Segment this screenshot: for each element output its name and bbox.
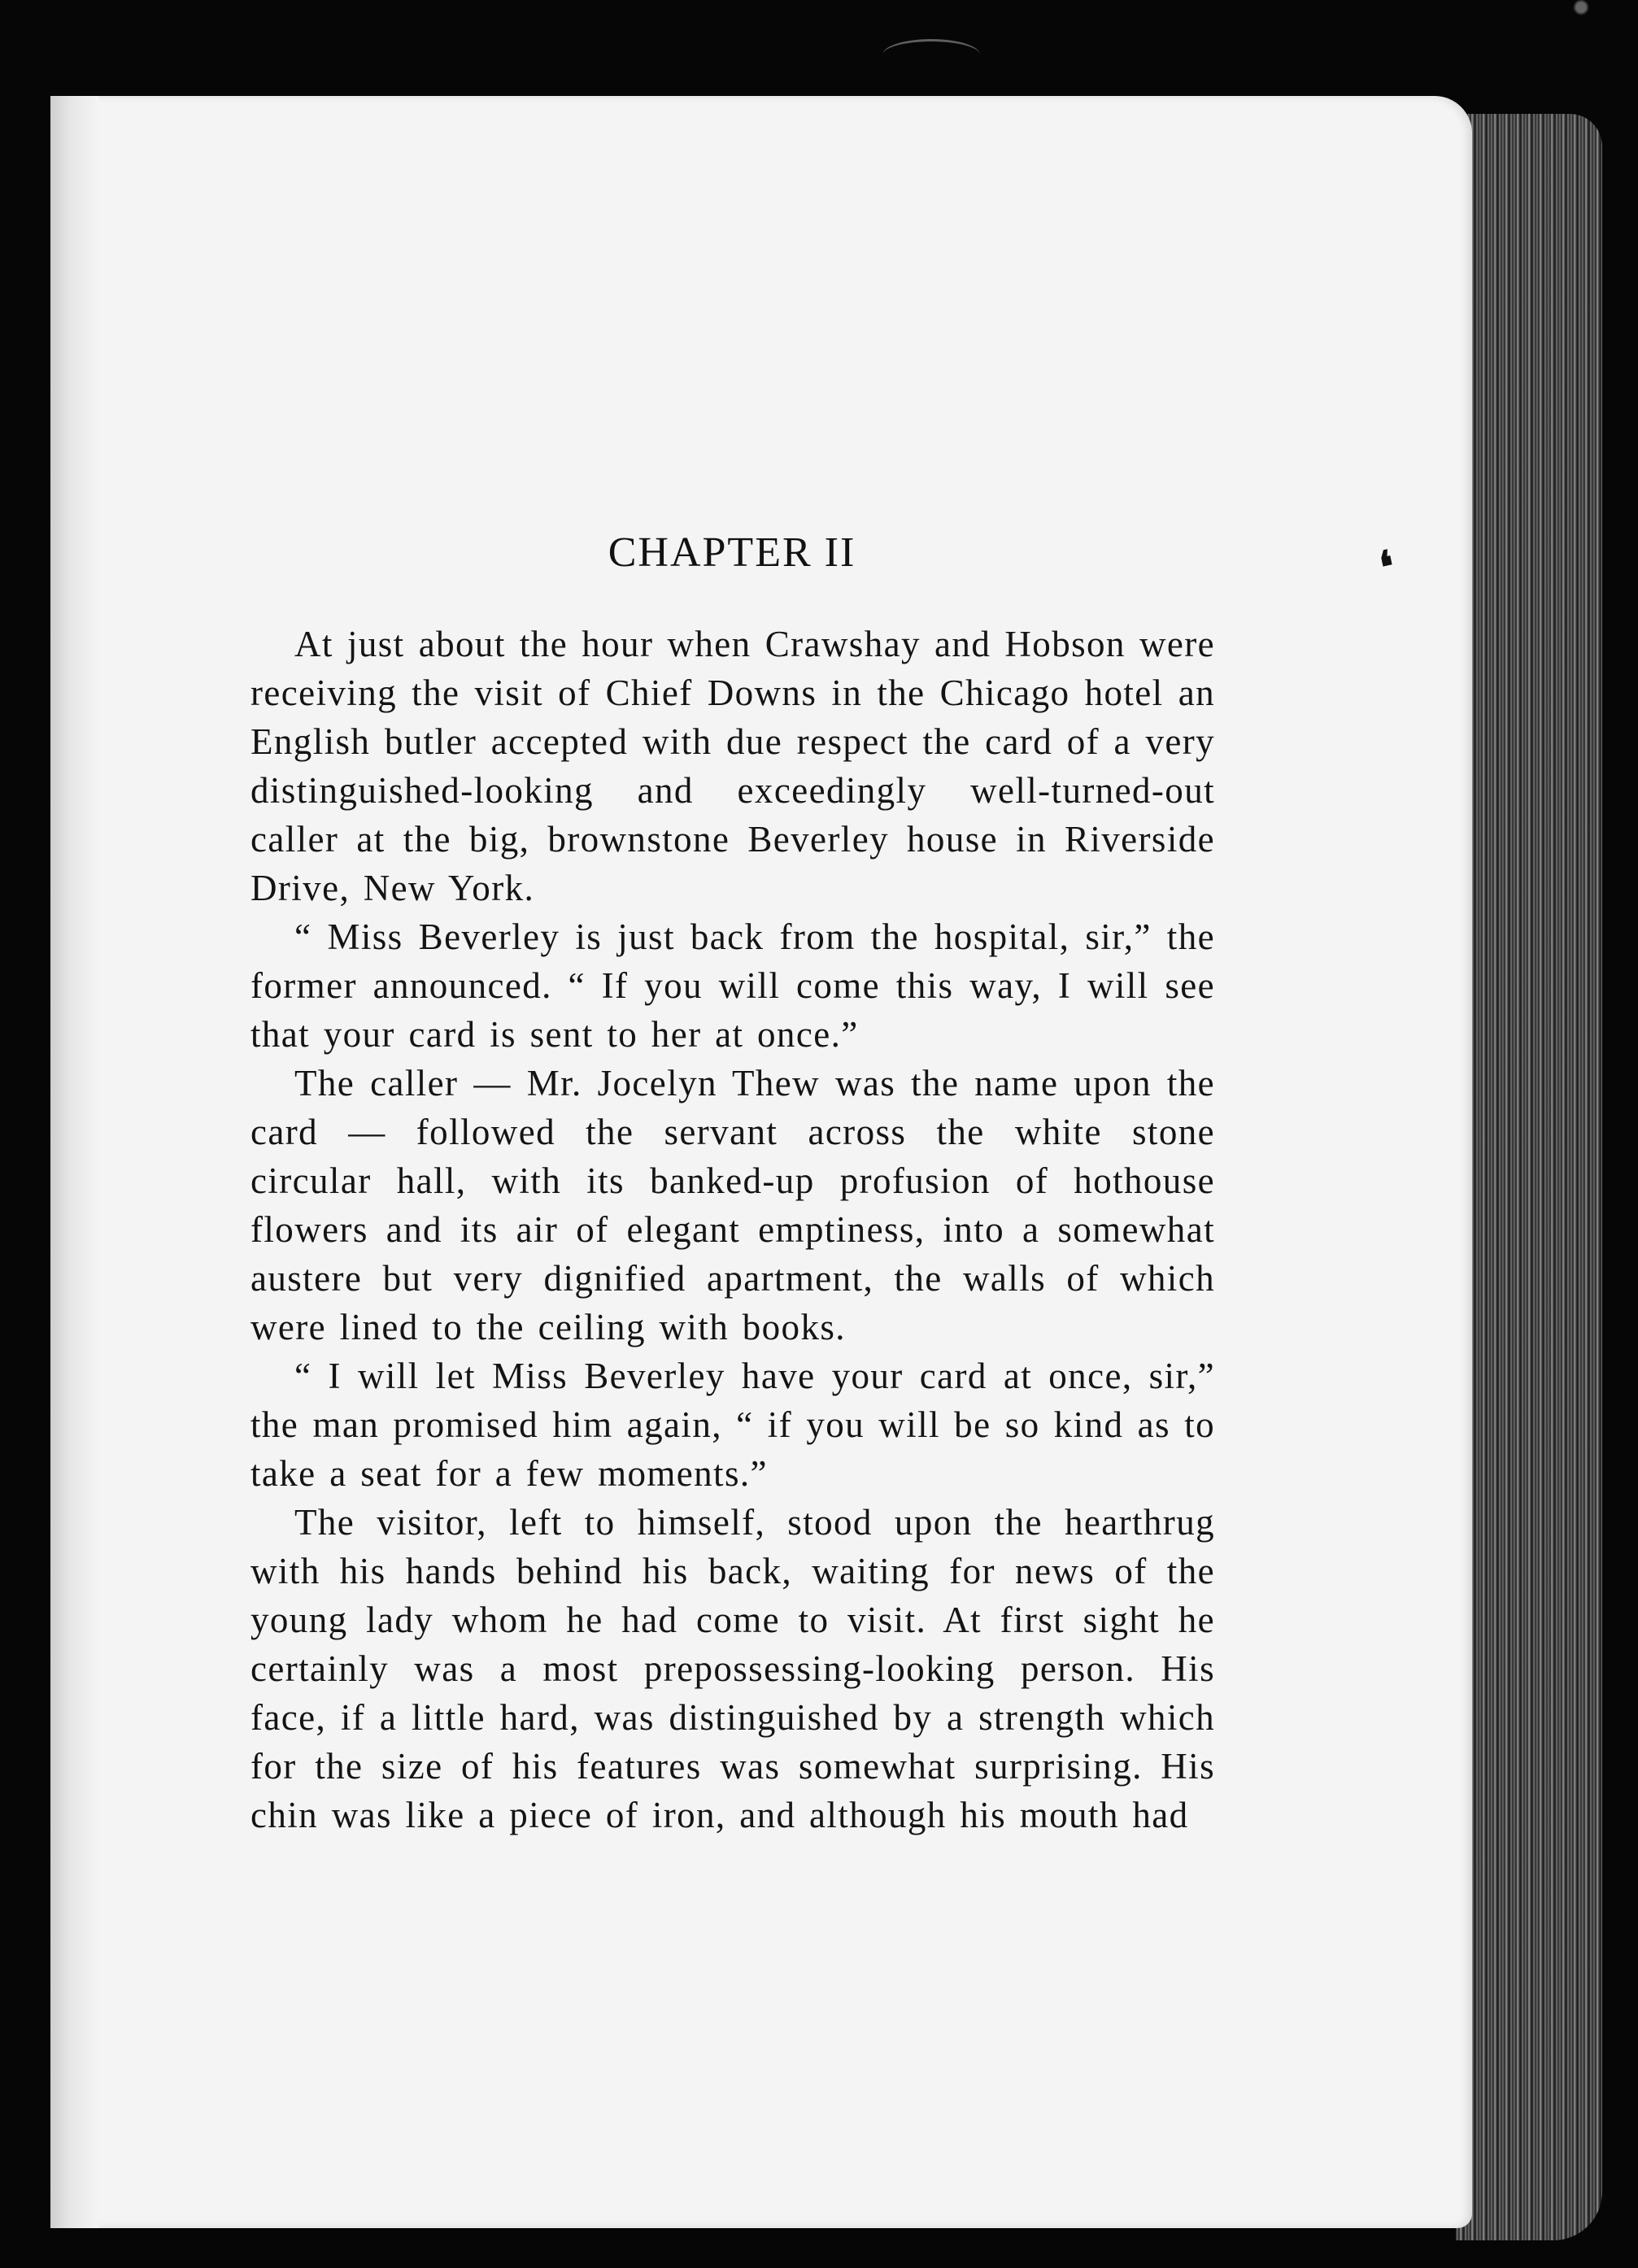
page-gutter [50,96,99,2228]
paragraph: At just about the hour when Crawshay and Hobson were receiving the visit of Chief Downs in the Chicago hotel an English butler accepted with due respect the card of a very distinguished-looking and exceedingly well-turned-out caller at the big, brownstone Beverley house in Riverside Drive, New York. [250,624,1215,908]
scan-artifact [882,39,980,71]
scan-artifact [1557,0,1605,24]
paragraph: The visitor, left to himself, stood upon the hearthrug with his hands behind his back, waiting for news of the young lady whom he had come to visit. At first sight he certainly was a most prepossessing-looking person. His face, if a little hard, was distinguished by a strength which for the size of his features was somewhat surprising. His chin was like a piece of iron, and although his mouth had [250,1502,1215,1835]
paragraph: The caller — Mr. Jocelyn Thew was the name upon the card — followed the servant across the white stone circular hall, with its banked-up profusion of hothouse flowers and its air of elegant emptiness, into a somewhat austere but very dignified apartment, the walls of which were lined to the ceiling with books. [250,1063,1215,1347]
page-edges [1456,114,1602,2240]
paragraph: “ Miss Beverley is just back from the hospital, sir,” the former announced. “ If you will come this way, I will see that your card is sent to her at once.” [250,916,1215,1055]
chapter-title: CHAPTER II [608,529,856,576]
margin-mark: ❛ [1374,539,1400,594]
paragraph: “ I will let Miss Beverley have your card at once, sir,” the man promised him again, “ if you will be so kind as to take a seat for a few moments.” [250,1356,1215,1494]
chapter-body [250,620,1215,1839]
